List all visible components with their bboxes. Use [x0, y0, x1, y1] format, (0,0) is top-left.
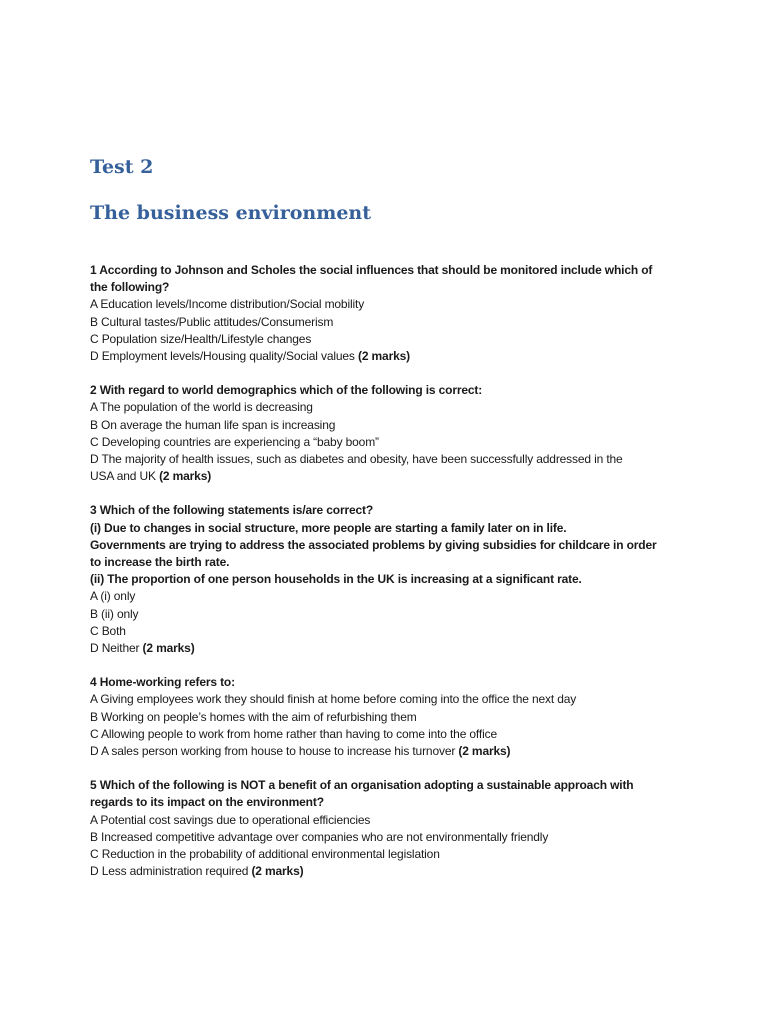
- option-text: B (ii) only: [90, 606, 139, 621]
- option-text: C Developing countries are experiencing a “baby boom”: [90, 434, 379, 449]
- option-text: B Increased competitive advantage over companies who are not environmentally friendly: [90, 829, 549, 844]
- option-text: A Giving employees work they should finish at home before coming into the office the next day: [90, 692, 577, 707]
- question-stem-line: (ii) The proportion of one person households in the UK is increasing at a significant rate.: [90, 572, 582, 587]
- answer-option-a: [90, 296, 676, 313]
- marks-label: (2 marks): [458, 744, 511, 759]
- option-text: D The majority of health issues, such as diabetes and obesity, have been successfully addressed in the: [90, 452, 623, 467]
- answer-option-a: [90, 399, 676, 416]
- question-2: [90, 382, 676, 485]
- option-text: C Reduction in the probability of additional environmental legislation: [90, 847, 440, 862]
- question-stem-line: the following?: [90, 280, 170, 295]
- answer-option-b: [90, 314, 676, 331]
- option-text: C Allowing people to work from home rather than having to come into the office: [90, 726, 497, 741]
- option-text: USA and UK: [90, 469, 160, 484]
- answer-option-a: [90, 691, 676, 708]
- question-stem-line: 4 Home-working refers to:: [90, 675, 235, 690]
- question-stem-line: regards to its impact on the environment?: [90, 795, 324, 810]
- question-stem-line: (i) Due to changes in social structure, more people are starting a family later on in life.: [90, 520, 567, 535]
- answer-option-b: [90, 709, 676, 726]
- option-text: A Potential cost savings due to operational efficiencies: [90, 812, 371, 827]
- marks-label: (2 marks): [159, 469, 212, 484]
- answer-option-d: [90, 640, 676, 657]
- marks-label: (2 marks): [251, 864, 304, 879]
- option-text: D Employment levels/Housing quality/Social values: [90, 349, 358, 364]
- option-text: A The population of the world is decreasing: [90, 400, 313, 415]
- option-text: B On average the human life span is increasing: [90, 417, 336, 432]
- marks-label: (2 marks): [357, 349, 410, 364]
- answer-option-b: [90, 829, 676, 846]
- document-title: The business environment: [90, 202, 372, 224]
- answer-option-c: [90, 331, 676, 348]
- question-stem-line: to increase the birth rate.: [90, 555, 230, 570]
- option-text: C Population size/Health/Lifestyle changes: [90, 331, 312, 346]
- answer-option-d: [90, 451, 676, 468]
- test-label: Test 2: [90, 156, 154, 178]
- marks-label: (2 marks): [142, 641, 195, 656]
- question-1: [90, 262, 676, 365]
- option-text: B Cultural tastes/Public attitudes/Consumerism: [90, 314, 334, 329]
- answer-option-b: [90, 606, 676, 623]
- question-3: [90, 502, 676, 657]
- answer-option-c: [90, 623, 676, 640]
- question-stem-line: 5 Which of the following is NOT a benefit of an organisation adopting a sustainable approach with: [90, 778, 634, 793]
- answer-option-d: [90, 743, 676, 760]
- option-text: B Working on people’s homes with the aim of refurbishing them: [90, 709, 417, 724]
- answer-option-d: [90, 863, 676, 880]
- question-list: [90, 262, 676, 898]
- answer-option-c: [90, 726, 676, 743]
- answer-option-a: [90, 588, 676, 605]
- option-text: D Neither: [90, 641, 143, 656]
- option-text: A Education levels/Income distribution/Social mobility: [90, 297, 365, 312]
- option-text: C Both: [90, 623, 126, 638]
- answer-option-b: [90, 417, 676, 434]
- option-text: D Less administration required: [90, 864, 252, 879]
- option-text: D A sales person working from house to house to increase his turnover: [90, 744, 459, 759]
- question-stem-line: 1 According to Johnson and Scholes the social influences that should be monitored include which of: [90, 263, 653, 277]
- question-4: [90, 674, 676, 760]
- answer-option-a: [90, 812, 676, 829]
- question-5: [90, 777, 676, 880]
- option-text: A (i) only: [90, 589, 136, 604]
- question-stem-line: Governments are trying to address the associated problems by giving subsidies for childcare in order: [90, 537, 657, 552]
- answer-option-c: [90, 434, 676, 451]
- answer-option-c: [90, 846, 676, 863]
- question-stem-line: 3 Which of the following statements is/are correct?: [90, 503, 374, 518]
- answer-option-d-continued: [90, 468, 676, 485]
- question-stem-line: 2 With regard to world demographics which of the following is correct:: [90, 383, 483, 398]
- answer-option-d: [90, 348, 676, 365]
